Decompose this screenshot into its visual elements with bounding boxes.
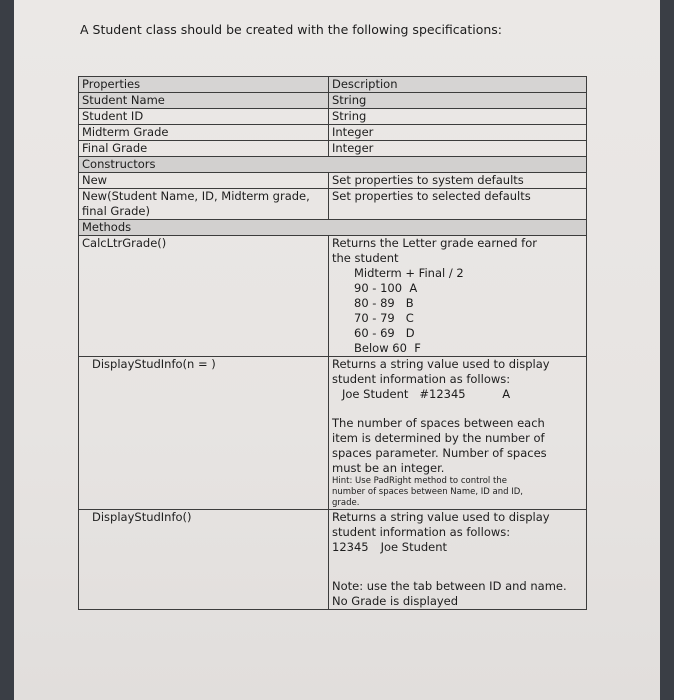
property-row [79, 125, 587, 141]
property-name: Student Name [79, 93, 329, 109]
constructor-name [79, 189, 329, 220]
grade-scale-row [332, 296, 583, 311]
grade-scale-row [332, 326, 583, 341]
properties-header-row [79, 77, 587, 93]
grade-scale-row [332, 311, 583, 326]
desc-line: student information as follows: [332, 372, 511, 386]
property-type: String [329, 93, 587, 109]
hint-line: grade. [332, 498, 360, 508]
note-line: Note: use the tab between ID and name. [332, 579, 567, 593]
grade-scale-row [332, 281, 583, 296]
property-name: Midterm Grade [79, 125, 329, 141]
note-line: The number of spaces between each [332, 416, 545, 430]
display-example [332, 540, 583, 555]
example-name: Joe Student [380, 540, 448, 554]
desc-line: Returns the Letter grade earned for [332, 236, 537, 250]
property-type: Integer [329, 141, 587, 157]
method-desc [329, 236, 587, 357]
method-name [79, 357, 329, 510]
grade-range: Below 60 [354, 341, 407, 355]
grade-letter: A [409, 281, 418, 295]
grade-range: 60 - 69 [354, 326, 395, 340]
blank-line [332, 555, 583, 579]
property-row [79, 109, 587, 125]
document-page [14, 0, 660, 700]
desc-line: Returns a string value used to display [332, 357, 550, 371]
blank-line [332, 402, 583, 416]
method-row-display [79, 510, 587, 610]
grade-scale-row [332, 341, 583, 356]
method-name [79, 510, 329, 610]
property-name: Student ID [79, 109, 329, 125]
property-type: Integer [329, 125, 587, 141]
hint-line: Hint: Use PadRight method to control the [332, 476, 507, 486]
method-name: CalcLtrGrade() [79, 236, 329, 357]
constructor-name: New [79, 173, 329, 189]
note-line: must be an integer. [332, 461, 445, 475]
desc-line: Returns a string value used to display [332, 510, 550, 524]
properties-header: Properties [79, 77, 329, 93]
property-name: Final Grade [79, 141, 329, 157]
constructors-label: Constructors [79, 157, 587, 173]
methods-section-row [79, 220, 587, 236]
note-line: No Grade is displayed [332, 594, 459, 608]
spec-table [78, 76, 587, 610]
property-type: String [329, 109, 587, 125]
note-line: item is determined by the number of [332, 431, 545, 445]
desc-line: student information as follows: [332, 525, 511, 539]
property-row [79, 141, 587, 157]
method-row-display-n [79, 357, 587, 510]
grade-range: 90 - 100 [354, 281, 403, 295]
grade-range: 70 - 79 [354, 311, 395, 325]
grade-letter: C [405, 311, 414, 325]
method-name-text: DisplayStudInfo(n = ) [92, 357, 216, 371]
example-grade: A [502, 387, 511, 401]
methods-label: Methods [79, 220, 587, 236]
example-id: #12345 [419, 387, 466, 401]
constructor-name-line: New(Student Name, ID, Midterm grade, [82, 189, 310, 203]
page-heading: A Student class should be created with the following specifications: [80, 22, 502, 37]
description-header: Description [329, 77, 587, 93]
note-line: spaces parameter. Number of spaces [332, 446, 547, 460]
grade-formula: Midterm + Final / 2 [354, 266, 464, 280]
display-example [332, 387, 583, 402]
grade-letter: B [405, 296, 414, 310]
constructor-desc: Set properties to selected defaults [329, 189, 587, 220]
constructor-desc: Set properties to system defaults [329, 173, 587, 189]
desc-line: the student [332, 251, 399, 265]
constructor-row [79, 173, 587, 189]
example-name: Joe Student [342, 387, 409, 401]
property-row [79, 93, 587, 109]
constructor-name-line: final Grade) [82, 204, 150, 218]
grade-range: 80 - 89 [354, 296, 395, 310]
constructor-row [79, 189, 587, 220]
example-id: 12345 [332, 540, 369, 554]
grade-letter: D [405, 326, 415, 340]
method-desc [329, 510, 587, 610]
hint-line: number of spaces between Name, ID and ID, [332, 487, 523, 497]
grade-letter: F [414, 341, 421, 355]
method-row-calc [79, 236, 587, 357]
constructors-section-row [79, 157, 587, 173]
method-desc [329, 357, 587, 510]
method-name-text: DisplayStudInfo() [92, 510, 192, 524]
